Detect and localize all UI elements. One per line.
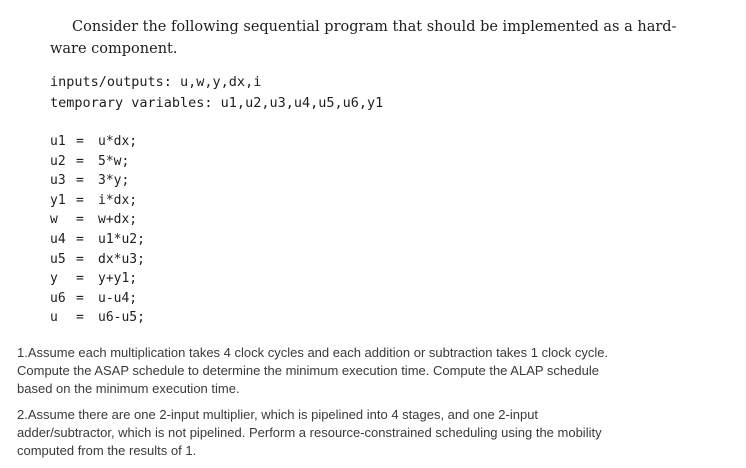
question-list <box>17 344 737 468</box>
statement-rhs: 5*w; <box>98 153 130 169</box>
question-1-line: 1.Assume each multiplication takes 4 clock cycles and each addition or subtraction takes 1 clock cycle. <box>17 345 609 360</box>
statement-rhs: 3*y; <box>98 173 130 189</box>
statement-rhs: dx*u3; <box>98 251 145 267</box>
program-statement <box>50 171 145 191</box>
statement-rhs: u*dx; <box>98 134 138 149</box>
intro-line-2: ware component. <box>50 41 178 57</box>
variable-declarations <box>50 72 383 114</box>
temp-declaration: temporary variables: u1,u2,u3,u4,u5,u6,y1 <box>50 95 384 111</box>
statement-lhs: u2 <box>50 153 66 169</box>
statement-eq: = <box>76 153 84 169</box>
statement-lhs: y1 <box>50 192 66 208</box>
statement-lhs: u1 <box>50 134 66 149</box>
statement-rhs: u-u4; <box>98 290 138 306</box>
program-listing <box>50 132 145 328</box>
question-1 <box>17 344 737 398</box>
question-2-line: computed from the results of 1. <box>17 443 197 458</box>
statement-rhs: u6-u5; <box>98 310 145 326</box>
question-1-line: Compute the ASAP schedule to determine the minimum execution time. Compute the ALAP schedule <box>17 363 599 378</box>
statement-lhs: u6 <box>50 290 66 306</box>
program-statement <box>50 152 145 172</box>
statement-lhs: u4 <box>50 231 66 247</box>
io-declaration: inputs/outputs: u,w,y,dx,i <box>50 74 262 90</box>
statement-eq: = <box>76 251 84 267</box>
program-statement <box>50 289 145 309</box>
statement-rhs: i*dx; <box>98 192 138 208</box>
statement-lhs: y <box>50 271 58 287</box>
statement-lhs: u <box>50 310 58 326</box>
question-2-line: 2.Assume there are one 2-input multiplier, which is pipelined into 4 stages, and one 2-input <box>17 407 539 422</box>
problem-intro <box>50 16 677 60</box>
program-statement <box>50 191 145 211</box>
statement-eq: = <box>76 310 84 326</box>
statement-rhs: w+dx; <box>98 212 138 228</box>
question-2-line: adder/subtractor, which is not pipelined. Perform a resource-constrained scheduling using the mobility <box>17 425 602 440</box>
question-2 <box>17 406 737 460</box>
statement-rhs: y+y1; <box>98 271 138 287</box>
statement-lhs: u5 <box>50 251 66 267</box>
program-statement <box>50 308 145 328</box>
statement-eq: = <box>76 173 84 189</box>
program-statement <box>50 210 145 230</box>
intro-line-1: Consider the following sequential program that should be implemented as a hard- <box>72 19 677 35</box>
statement-eq: = <box>76 212 84 228</box>
statement-lhs: u3 <box>50 173 66 189</box>
statement-eq: = <box>76 192 84 208</box>
statement-rhs: u1*u2; <box>98 231 145 247</box>
program-statement <box>50 250 145 270</box>
program-statement <box>50 230 145 250</box>
statement-lhs: w <box>50 212 58 228</box>
statement-eq: = <box>76 134 84 149</box>
program-statement <box>50 269 145 289</box>
statement-eq: = <box>76 290 84 306</box>
statement-eq: = <box>76 231 84 247</box>
question-1-line: based on the minimum execution time. <box>17 381 240 396</box>
program-statement <box>50 132 145 152</box>
statement-eq: = <box>76 271 84 287</box>
